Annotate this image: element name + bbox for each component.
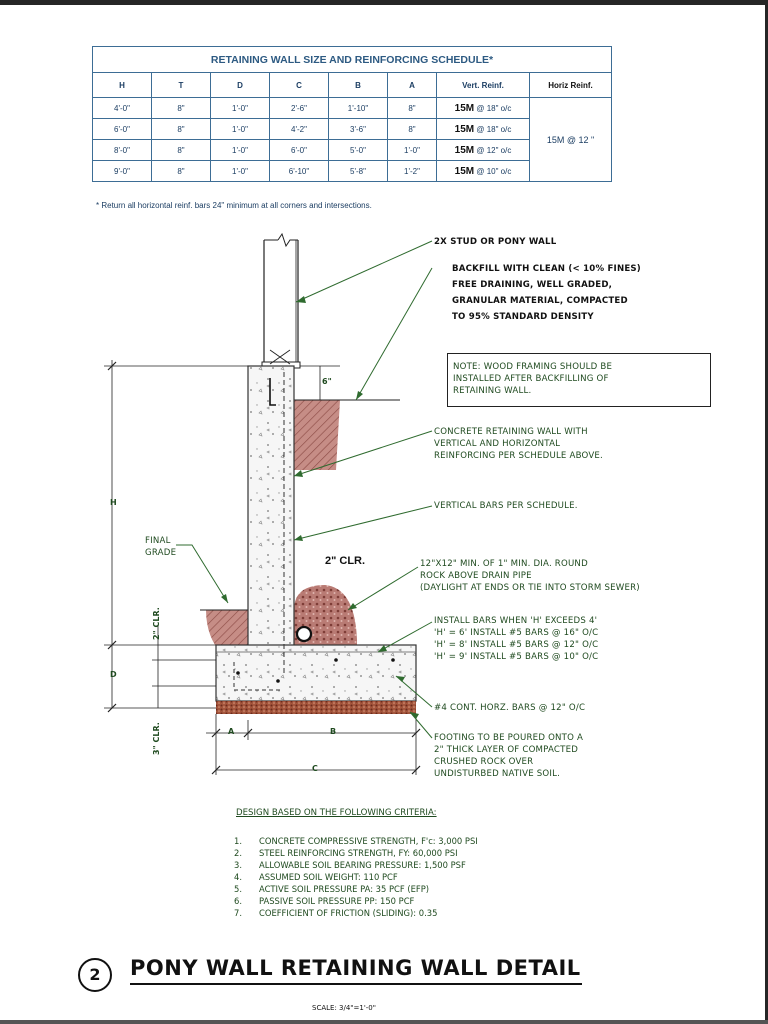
pony-wall-stud bbox=[262, 234, 300, 368]
cell-a: 8" bbox=[388, 98, 437, 119]
note-cont-bars: #4 CONT. HORZ. BARS @ 12" O/C bbox=[434, 703, 586, 713]
cell-b: 3'-6" bbox=[329, 119, 388, 140]
note-line: VERTICAL AND HORIZONTAL bbox=[434, 439, 561, 449]
note-line: UNDISTURBED NATIVE SOIL. bbox=[434, 769, 561, 779]
criteria-item: 3. ALLOWABLE SOIL BEARING PRESSURE: 1,500 PSF bbox=[234, 860, 466, 870]
cell-horiz-reinf: 15M @ 12 " bbox=[530, 98, 612, 182]
note-line: FOOTING TO BE POURED ONTO A bbox=[434, 733, 584, 743]
clearance-label: 2" CLR. bbox=[325, 555, 366, 567]
criteria-item: 2. STEEL REINFORCING STRENGTH, FY: 60,000 PSI bbox=[234, 848, 458, 858]
drain-pipe bbox=[297, 627, 311, 641]
note-line: CONCRETE RETAINING WALL WITH bbox=[434, 427, 588, 437]
note-final-grade bbox=[145, 535, 176, 559]
note-line: TO 95% STANDARD DENSITY bbox=[452, 312, 594, 322]
note-line: NOTE: WOOD FRAMING SHOULD BE bbox=[453, 362, 613, 372]
cell-b: 5'-8" bbox=[329, 161, 388, 182]
cell-d: 1'-0" bbox=[211, 98, 270, 119]
concrete-wall bbox=[248, 366, 294, 646]
detail-title: PONY WALL RETAINING WALL DETAIL bbox=[130, 956, 581, 980]
dim-b: B bbox=[330, 727, 337, 736]
dim-h: H bbox=[110, 498, 117, 507]
header-t: T bbox=[152, 73, 211, 98]
cell-c: 4'-2" bbox=[270, 119, 329, 140]
cell-b: 1'-10" bbox=[329, 98, 388, 119]
note-line: INSTALL BARS WHEN 'H' EXCEEDS 4' bbox=[434, 616, 598, 626]
dim-d: D bbox=[110, 670, 117, 679]
note-line: GRANULAR MATERIAL, COMPACTED bbox=[452, 296, 628, 306]
criteria-item: 5. ACTIVE SOIL PRESSURE PA: 35 PCF (EFP) bbox=[234, 884, 430, 894]
dim-2in-clr: 2" CLR. bbox=[152, 607, 161, 640]
cell-h: 4'-0" bbox=[93, 98, 152, 119]
vert-bar-spacing: @ 18" o/c bbox=[476, 103, 512, 113]
cell-h: 6'-0" bbox=[93, 119, 152, 140]
dim-3in-clr: 3" CLR. bbox=[152, 722, 161, 755]
note-footing bbox=[434, 732, 583, 780]
vert-bar-spacing: @ 18" o/c bbox=[476, 124, 512, 134]
header-h: H bbox=[93, 73, 152, 98]
note-wood-framing bbox=[453, 361, 612, 397]
note-line: (DAYLIGHT AT ENDS OR TIE INTO STORM SEWER) bbox=[420, 583, 640, 593]
note-line: 'H' = 9' INSTALL #5 BARS @ 10" O/C bbox=[434, 652, 599, 662]
schedule-footnote: * Return all horizontal reinf. bars 24" minimum at all corners and intersections. bbox=[96, 201, 372, 210]
backfill-soil bbox=[294, 400, 400, 470]
note-line: CRUSHED ROCK OVER bbox=[434, 757, 534, 767]
scale-label: SCALE: 3/4"=1'-0" bbox=[312, 1004, 376, 1012]
note-line: 'H' = 6' INSTALL #5 BARS @ 16" O/C bbox=[434, 628, 599, 638]
cell-t: 8" bbox=[152, 161, 211, 182]
criteria-item: 6. PASSIVE SOIL PRESSURE PP: 150 PCF bbox=[234, 896, 415, 906]
header-vert-reinf: Vert. Reinf. bbox=[437, 73, 530, 98]
vert-bar-spacing: @ 12" o/c bbox=[476, 145, 512, 155]
vert-bar-spacing: @ 10" o/c bbox=[476, 166, 512, 176]
criteria-item: 4. ASSUMED SOIL WEIGHT: 110 PCF bbox=[234, 872, 398, 882]
note-line: ROCK ABOVE DRAIN PIPE bbox=[420, 571, 532, 581]
note-concrete-wall bbox=[434, 426, 603, 462]
cell-t: 8" bbox=[152, 98, 211, 119]
cell-d: 1'-0" bbox=[211, 119, 270, 140]
note-line: 12"X12" MIN. OF 1" MIN. DIA. ROUND bbox=[420, 559, 588, 569]
note-line: 2" THICK LAYER OF COMPACTED bbox=[434, 745, 579, 755]
cell-a: 8" bbox=[388, 119, 437, 140]
note-install-bars bbox=[434, 615, 598, 663]
header-c: C bbox=[270, 73, 329, 98]
note-line: 'H' = 8' INSTALL #5 BARS @ 12" O/C bbox=[434, 640, 599, 650]
cell-d: 1'-0" bbox=[211, 161, 270, 182]
criteria-title: DESIGN BASED ON THE FOLLOWING CRITERIA: bbox=[236, 808, 437, 818]
cell-c: 2'-6" bbox=[270, 98, 329, 119]
note-stud: 2X STUD OR PONY WALL bbox=[434, 237, 557, 247]
criteria-item: 7. COEFFICIENT OF FRICTION (SLIDING): 0.35 bbox=[234, 908, 438, 918]
dim-c: C bbox=[312, 764, 318, 773]
cell-a: 1'-2" bbox=[388, 161, 437, 182]
note-line: FREE DRAINING, WELL GRADED, bbox=[452, 280, 613, 290]
header-a: A bbox=[388, 73, 437, 98]
cell-d: 1'-0" bbox=[211, 140, 270, 161]
cell-c: 6'-10" bbox=[270, 161, 329, 182]
note-backfill bbox=[452, 261, 641, 325]
vert-bar-size: 15M bbox=[454, 144, 475, 156]
crushed-rock-layer bbox=[216, 701, 416, 714]
note-line: BACKFILL WITH CLEAN (< 10% FINES) bbox=[452, 264, 641, 274]
header-d: D bbox=[211, 73, 270, 98]
vert-bar-size: 15M bbox=[454, 165, 475, 177]
final-grade-soil bbox=[206, 610, 248, 645]
header-horiz-reinf: Horiz Reinf. bbox=[530, 73, 612, 98]
cell-t: 8" bbox=[152, 119, 211, 140]
detail-number: 2 bbox=[78, 958, 112, 992]
header-b: B bbox=[329, 73, 388, 98]
note-line: RETAINING WALL. bbox=[453, 386, 532, 396]
cell-c: 6'-0" bbox=[270, 140, 329, 161]
note-line: REINFORCING PER SCHEDULE ABOVE. bbox=[434, 451, 603, 461]
note-drain-rock bbox=[420, 558, 640, 594]
cell-h: 8'-0" bbox=[93, 140, 152, 161]
note-line: FINAL bbox=[145, 536, 171, 546]
criteria-item: 1. CONCRETE COMPRESSIVE STRENGTH, F'c: 3,000 PSI bbox=[234, 836, 478, 846]
cell-a: 1'-0" bbox=[388, 140, 437, 161]
schedule-title: RETAINING WALL SIZE AND REINFORCING SCHEDULE* bbox=[93, 47, 612, 73]
cell-h: 9'-0" bbox=[93, 161, 152, 182]
dim-a: A bbox=[228, 727, 235, 736]
cell-t: 8" bbox=[152, 140, 211, 161]
vert-bar-size: 15M bbox=[454, 123, 475, 135]
dim-six-in: 6" bbox=[322, 377, 332, 386]
note-vertical-bars: VERTICAL BARS PER SCHEDULE. bbox=[434, 501, 578, 511]
cell-b: 5'-0" bbox=[329, 140, 388, 161]
note-line: INSTALLED AFTER BACKFILLING OF bbox=[453, 374, 609, 384]
vert-bar-size: 15M bbox=[454, 102, 475, 114]
title-underline bbox=[130, 983, 582, 985]
concrete-footing bbox=[216, 645, 416, 701]
note-line: GRADE bbox=[145, 548, 177, 558]
